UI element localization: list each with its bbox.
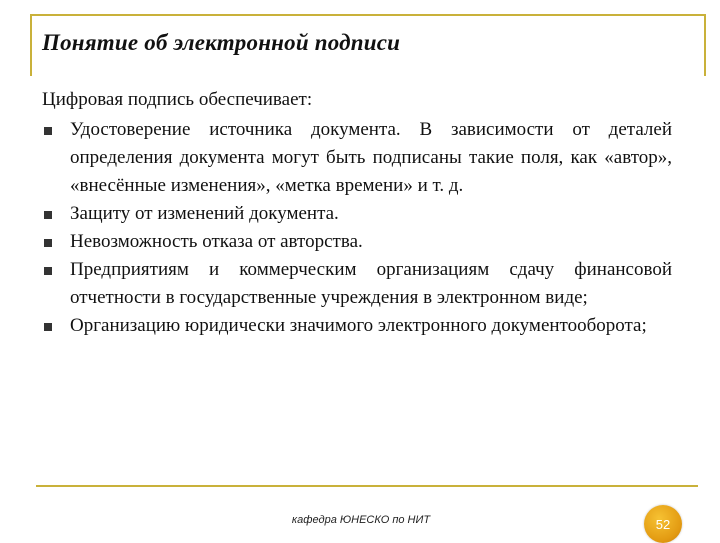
- bullet-item: [42, 256, 672, 312]
- title-frame-top-line: [30, 14, 706, 16]
- bullet-text: Предприятиям и коммерческим организациям сдачу финансовой отчетности в государственные учреждения в электронном виде;: [70, 259, 672, 308]
- bullet-item: [42, 200, 672, 228]
- square-bullet-icon: [44, 211, 52, 219]
- square-bullet-icon: [44, 127, 52, 135]
- bullet-item: [42, 312, 672, 340]
- page-number-badge: [644, 505, 682, 543]
- title-frame-left-line: [30, 14, 32, 76]
- bullet-text: Организацию юридически значимого электронного документооборота;: [70, 315, 647, 336]
- bullet-text: Невозможность отказа от авторства.: [70, 231, 363, 252]
- intro-text: Цифровая подпись обеспечивает:: [42, 89, 313, 110]
- slide-title: Понятие об электронной подписи: [42, 30, 401, 55]
- footer-caption: кафедра ЮНЕСКО по НИТ: [291, 514, 431, 526]
- title-frame-right-line: [704, 14, 706, 76]
- bullet-text: Удостоверение источника документа. В зависимости от деталей определения документа могут быть подписаны такие поля, как «автор», «внесённые изменения», «метка времени» и т. д.: [70, 119, 672, 196]
- slide-content: [42, 86, 672, 340]
- page-number: 52: [655, 516, 671, 532]
- square-bullet-icon: [44, 239, 52, 247]
- bullet-item: [42, 228, 672, 256]
- footer-divider: [36, 485, 698, 487]
- square-bullet-icon: [44, 267, 52, 275]
- square-bullet-icon: [44, 323, 52, 331]
- bullet-text: Защиту от изменений документа.: [70, 203, 339, 224]
- bullet-list: [42, 116, 672, 340]
- bullet-item: [42, 116, 672, 200]
